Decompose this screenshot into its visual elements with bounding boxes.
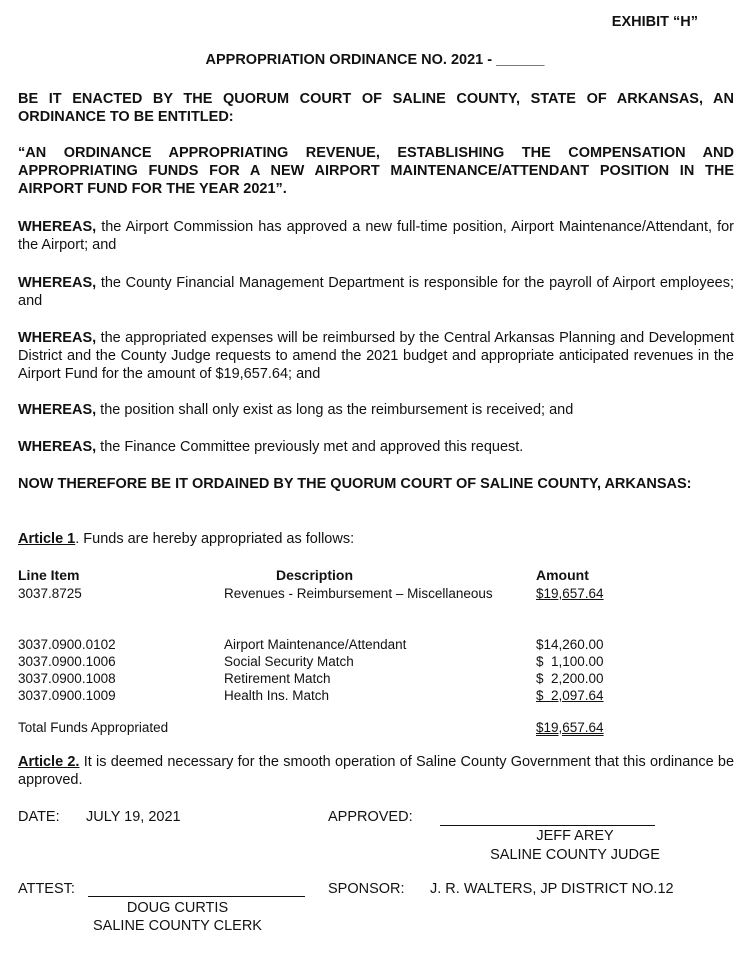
row-amount: $ 2,097.64 xyxy=(536,688,604,703)
whereas-2 xyxy=(18,274,734,310)
sponsor-label: SPONSOR: xyxy=(328,881,405,897)
whereas-4 xyxy=(18,401,734,419)
article-2-text: It is deemed necessary for the smooth operation of Saline County Government that this ordinance be approved. xyxy=(18,754,735,788)
whereas-text: the County Financial Management Department is responsible for the payroll of Airport employees; and xyxy=(18,275,734,309)
judge-title: SALINE COUNTY JUDGE xyxy=(490,847,660,863)
whereas-lead: WHEREAS, xyxy=(18,219,97,235)
approved-label: APPROVED: xyxy=(328,809,413,825)
clerk-name: DOUG CURTIS xyxy=(126,900,229,916)
row-description: Retirement Match xyxy=(224,671,331,686)
enacting-clause: BE IT ENACTED BY THE QUORUM COURT OF SALINE COUNTY, STATE OF ARKANSAS, AN ORDINANCE TO BE ENTITLED: xyxy=(18,91,734,125)
sponsor-value: J. R. WALTERS, JP DISTRICT NO.12 xyxy=(430,881,674,897)
page-title: APPROPRIATION ORDINANCE NO. 2021 - ______ xyxy=(205,52,545,68)
whereas-3 xyxy=(18,329,734,383)
row-line-item: 3037.0900.1008 xyxy=(18,671,116,686)
row-description: Health Ins. Match xyxy=(224,688,330,703)
article-2 xyxy=(18,753,734,789)
whereas-text: the Finance Committee previously met and approved this request. xyxy=(96,439,524,455)
row-amount: $ 1,100.00 xyxy=(536,654,604,669)
whereas-1 xyxy=(18,218,734,254)
revenue-description: Revenues - Reimbursement – Miscellaneous xyxy=(224,586,493,601)
revenue-line-item: 3037.8725 xyxy=(18,586,82,601)
whereas-text: the appropriated expenses will be reimbursed by the Central Arkansas Planning and Development District and the County Judge requests to amend the 2021 budget and appropriate anticipated revenues in the Airport Fund for the amount of $19,657.64; and xyxy=(18,330,734,382)
date-value: JULY 19, 2021 xyxy=(86,809,181,825)
row-amount: $14,260.00 xyxy=(536,637,604,652)
judge-signature-line xyxy=(440,825,655,826)
total-amount: $19,657.64 xyxy=(536,720,604,735)
row-amount: $ 2,200.00 xyxy=(536,671,604,686)
row-line-item: 3037.0900.1009 xyxy=(18,688,116,703)
article-2-label: Article 2. xyxy=(18,754,80,770)
whereas-lead: WHEREAS, xyxy=(18,330,97,346)
whereas-lead: WHEREAS, xyxy=(18,275,97,291)
clerk-title: SALINE COUNTY CLERK xyxy=(93,918,262,934)
whereas-lead: WHEREAS, xyxy=(18,439,97,455)
article-1-label: Article 1 xyxy=(18,531,76,547)
whereas-5 xyxy=(18,438,734,456)
row-line-item: 3037.0900.0102 xyxy=(18,637,116,652)
whereas-text: the Airport Commission has approved a new full-time position, Airport Maintenance/Attendant, for the Airport; and xyxy=(18,219,734,253)
ordinance-title: “AN ORDINANCE APPROPRIATING REVENUE, ESTABLISHING THE COMPENSATION AND APPROPRIATING FUNDS FOR A NEW AIRPORT MAINTENANCE/ATTENDANT POSITION IN THE AIRPORT FUND FOR THE YEAR 2021”. xyxy=(18,145,734,197)
now-therefore: NOW THEREFORE BE IT ORDAINED BY THE QUORUM COURT OF SALINE COUNTY, ARKANSAS: xyxy=(18,476,692,492)
whereas-lead: WHEREAS, xyxy=(18,402,97,418)
revenue-amount: $19,657.64 xyxy=(536,586,604,601)
header-description: Description xyxy=(276,567,354,583)
judge-name: JEFF AREY xyxy=(536,828,614,844)
article-1 xyxy=(18,530,734,548)
total-label: Total Funds Appropriated xyxy=(18,720,169,735)
header-amount: Amount xyxy=(536,567,589,583)
row-description: Social Security Match xyxy=(224,654,354,669)
attest-label: ATTEST: xyxy=(18,881,75,897)
header-line-item: Line Item xyxy=(18,567,80,583)
exhibit-label: EXHIBIT “H” xyxy=(611,14,698,30)
article-1-text: . Funds are hereby appropriated as follows: xyxy=(75,531,355,547)
row-description: Airport Maintenance/Attendant xyxy=(224,637,407,652)
date-label: DATE: xyxy=(18,809,60,825)
whereas-text: the position shall only exist as long as the reimbursement is received; and xyxy=(96,402,574,418)
row-line-item: 3037.0900.1006 xyxy=(18,654,116,669)
clerk-signature-line xyxy=(88,896,305,897)
